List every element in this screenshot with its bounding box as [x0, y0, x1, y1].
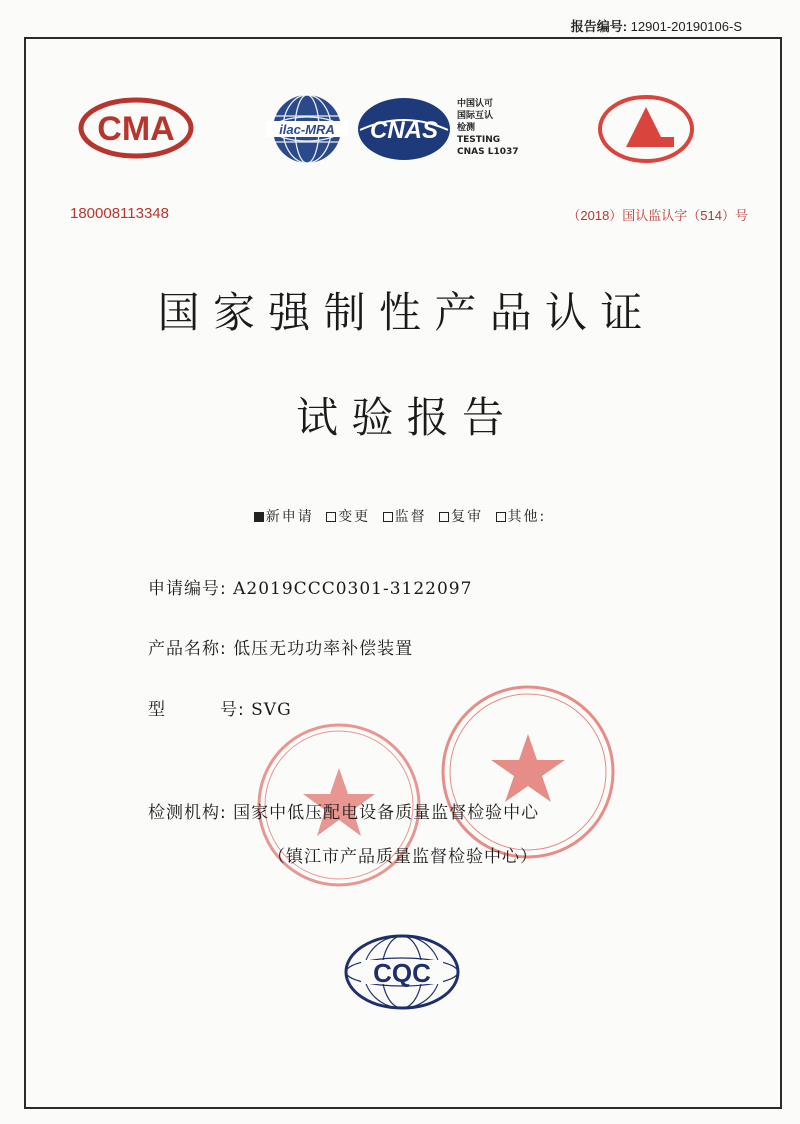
- test-organization-field: [148, 798, 539, 823]
- cqc-logo: [343, 932, 461, 1012]
- option-label: 监督: [394, 509, 427, 525]
- checkbox-empty: [439, 512, 449, 522]
- option-new-application[interactable]: [254, 509, 314, 525]
- seal-stamp-right: [438, 682, 618, 862]
- checkbox-empty: [326, 512, 336, 522]
- field-label: 申请编号:: [148, 579, 227, 599]
- model-field: [148, 695, 292, 720]
- option-label: 其他:: [507, 509, 547, 525]
- product-name-field: [148, 634, 413, 659]
- option-supervision[interactable]: [383, 509, 427, 525]
- cnas-caption: [457, 96, 547, 160]
- field-label: 检测机构:: [148, 803, 227, 823]
- field-label: 型 号:: [148, 700, 245, 720]
- cnas-caption-line: CNAS L1037: [457, 147, 519, 157]
- cnas-caption-line: TESTING: [457, 135, 501, 145]
- report-number: [571, 16, 742, 35]
- ilac-logo-text: ilac-MRA: [279, 122, 335, 137]
- option-review[interactable]: [439, 509, 483, 525]
- cnas-logo: [356, 96, 452, 162]
- cma-logo: [78, 97, 194, 159]
- field-label: 产品名称:: [148, 639, 227, 659]
- cnas-logo-text: CNAS: [369, 117, 439, 144]
- ilac-mra-logo: [264, 92, 350, 166]
- option-change[interactable]: [326, 509, 370, 525]
- cal-cert-number: （2018）国认监认字（514）号: [567, 208, 748, 223]
- product-name-value: 低压无功功率补偿装置: [233, 639, 414, 659]
- document-subtitle: 试 验 报 告: [295, 393, 505, 442]
- cal-logo-text: CAL: [645, 163, 647, 164]
- option-label: 复审: [451, 509, 484, 525]
- report-type-options: [0, 506, 800, 526]
- report-number-label: 报告编号:: [570, 19, 628, 34]
- checkbox-checked: [254, 512, 264, 522]
- cqc-logo-text: CQC: [373, 958, 431, 988]
- report-number-value: 12901-20190106-S: [630, 19, 742, 34]
- document-title: 国 家 强 制 性 产 品 认 证: [157, 288, 643, 337]
- test-organization-value: 国家中低压配电设备质量监督检验中心: [233, 803, 540, 823]
- option-other[interactable]: [496, 509, 547, 525]
- cma-cert-number: 180008113348: [70, 205, 169, 222]
- option-label: 变更: [338, 509, 371, 525]
- cnas-caption-line: 检测: [457, 123, 476, 133]
- model-value: SVG: [251, 700, 292, 720]
- test-organization-subname: （镇江市产品质量监督检验中心）: [268, 847, 538, 867]
- checkbox-empty: [383, 512, 393, 522]
- cnas-caption-line: 中国认可: [457, 99, 494, 109]
- cnas-caption-line: 国际互认: [457, 111, 494, 121]
- cal-logo: [596, 93, 696, 165]
- checkbox-empty: [496, 512, 506, 522]
- application-number-field: [148, 574, 472, 599]
- application-number-value: A2019CCC0301-3122097: [233, 579, 473, 599]
- cma-logo-text: CMA: [97, 110, 175, 148]
- option-label: 新申请: [265, 509, 314, 525]
